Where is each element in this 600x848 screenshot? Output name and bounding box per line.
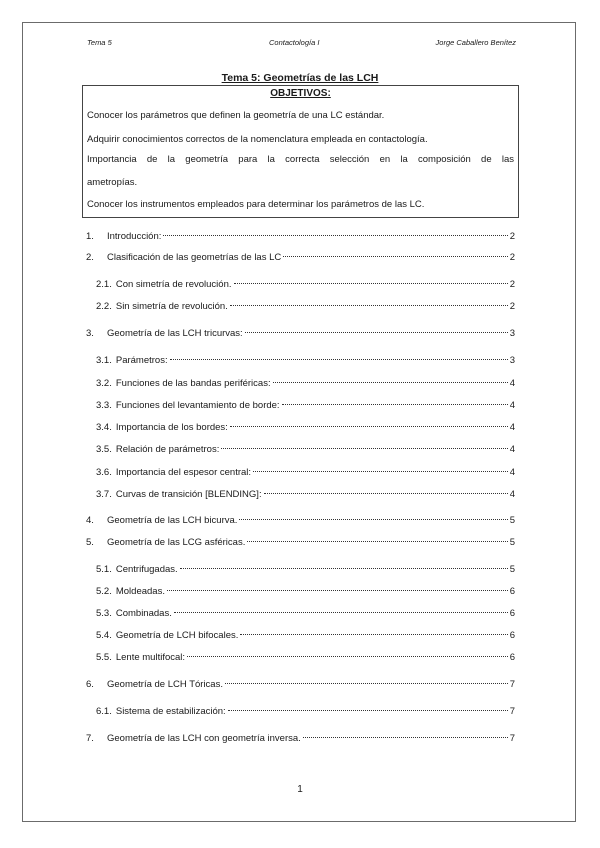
- toc-leader: [170, 359, 508, 360]
- toc-entry[interactable]: [96, 466, 515, 480]
- toc-entry[interactable]: [96, 607, 515, 621]
- toc-page: 4: [509, 489, 515, 500]
- toc-page: 5: [509, 564, 515, 575]
- toc-leader: [283, 256, 507, 257]
- objective-item: ametropías.: [87, 177, 138, 188]
- toc-leader: [221, 448, 507, 449]
- toc-leader: [245, 332, 508, 333]
- toc-page: 4: [509, 444, 515, 455]
- toc-leader: [228, 710, 508, 711]
- toc-page: 7: [509, 733, 515, 744]
- toc-page: 3: [509, 328, 515, 339]
- toc-number: 3.7.: [96, 489, 112, 500]
- toc-number: 1.: [86, 231, 94, 242]
- toc-label: Geometría de las LCH con geometría inversa.: [107, 733, 301, 744]
- header-right: Jorge Caballero Benítez: [435, 38, 516, 47]
- toc-entry[interactable]: [96, 278, 515, 292]
- toc-label: Moldeadas.: [115, 586, 165, 597]
- toc-number: 7.: [86, 733, 94, 744]
- toc-entry[interactable]: [86, 251, 515, 265]
- toc-entry[interactable]: [96, 651, 515, 665]
- objectives-heading: OBJETIVOS:: [270, 88, 331, 99]
- toc-entry[interactable]: [86, 732, 515, 746]
- toc-number: 2.2.: [96, 301, 112, 312]
- toc-label: Sistema de estabilización:: [115, 706, 226, 717]
- toc-page: 4: [509, 400, 515, 411]
- toc-number: 3.: [86, 328, 94, 339]
- toc-label: Funciones del levantamiento de borde:: [115, 400, 280, 411]
- toc-number: 5.: [86, 537, 94, 548]
- toc-label: Clasificación de las geometrías de las LC: [107, 252, 282, 263]
- toc-page: 6: [509, 586, 515, 597]
- toc-leader: [239, 519, 507, 520]
- toc-label: Geometría de las LCG asféricas.: [107, 537, 246, 548]
- toc-number: 3.5.: [96, 444, 112, 455]
- toc-page: 7: [509, 706, 515, 717]
- toc-leader: [264, 493, 508, 494]
- toc-label: Importancia del espesor central:: [115, 467, 252, 478]
- toc-leader: [187, 656, 508, 657]
- toc-number: 6.1.: [96, 706, 112, 717]
- toc-label: Geometría de las LCH tricurvas:: [107, 328, 243, 339]
- toc-label: Lente multifocal:: [115, 652, 186, 663]
- toc-page: 5: [509, 537, 515, 548]
- toc-page: 4: [509, 422, 515, 433]
- toc-leader: [253, 471, 508, 472]
- toc-entry[interactable]: [86, 327, 515, 341]
- toc-entry[interactable]: [96, 705, 515, 719]
- toc-number: 4.: [86, 515, 94, 526]
- toc-label: Parámetros:: [115, 355, 168, 366]
- toc-number: 5.1.: [96, 564, 112, 575]
- toc-number: 3.1.: [96, 355, 112, 366]
- objective-item: Conocer los instrumentos empleados para determinar los parámetros de las LC.: [87, 199, 425, 210]
- toc-leader: [303, 737, 508, 738]
- toc-leader: [240, 634, 507, 635]
- toc-entry[interactable]: [96, 300, 515, 314]
- toc-label: Combinadas.: [115, 608, 172, 619]
- toc-page: 7: [509, 679, 515, 690]
- toc-entry[interactable]: [86, 678, 515, 692]
- toc-leader: [230, 426, 508, 427]
- objective-item: Conocer los parámetros que definen la geometría de una LC estándar.: [87, 110, 385, 121]
- toc-leader: [230, 305, 508, 306]
- toc-page: 6: [509, 608, 515, 619]
- page-number: 1: [297, 784, 303, 795]
- toc-page: 2: [509, 231, 515, 242]
- toc-number: 3.6.: [96, 467, 112, 478]
- toc-page: 2: [509, 252, 515, 263]
- objective-item: Adquirir conocimientos correctos de la nomenclatura empleada en contactología.: [87, 134, 428, 145]
- toc-label: Geometría de las LCH bicurva.: [107, 515, 238, 526]
- header-left: Tema 5: [87, 38, 112, 47]
- toc-leader: [174, 612, 508, 613]
- toc-entry[interactable]: [96, 377, 515, 391]
- toc-entry[interactable]: [96, 443, 515, 457]
- toc-label: Relación de parámetros:: [115, 444, 220, 455]
- toc-number: 5.4.: [96, 630, 112, 641]
- toc-label: Importancia de los bordes:: [115, 422, 228, 433]
- toc-entry[interactable]: [86, 514, 515, 528]
- toc-entry[interactable]: [96, 421, 515, 435]
- toc-leader: [234, 283, 508, 284]
- toc-number: 5.2.: [96, 586, 112, 597]
- toc-entry[interactable]: [96, 354, 515, 368]
- toc-label: Funciones de las bandas periféricas:: [115, 378, 271, 389]
- toc-label: Introducción:: [107, 231, 162, 242]
- toc-number: 2.: [86, 252, 94, 263]
- objective-item: Importancia de la geometría para la correcta selección en la composición de las: [87, 154, 514, 165]
- toc-number: 3.2.: [96, 378, 112, 389]
- toc-leader: [163, 235, 507, 236]
- toc-entry[interactable]: [96, 399, 515, 413]
- toc-page: 6: [509, 652, 515, 663]
- toc-page: 5: [509, 515, 515, 526]
- toc-entry[interactable]: [96, 629, 515, 643]
- toc-label: Geometría de LCH Tóricas.: [107, 679, 223, 690]
- toc-page: 6: [509, 630, 515, 641]
- toc-label: Sin simetría de revolución.: [115, 301, 228, 312]
- toc-page: 4: [509, 378, 515, 389]
- toc-number: 5.3.: [96, 608, 112, 619]
- toc-number: 6.: [86, 679, 94, 690]
- toc-page: 2: [509, 279, 515, 290]
- toc-leader: [180, 568, 508, 569]
- toc-label: Centrifugadas.: [115, 564, 178, 575]
- toc-label: Curvas de transición [BLENDING]:: [115, 489, 262, 500]
- toc-number: 3.3.: [96, 400, 112, 411]
- toc-entry[interactable]: [86, 230, 515, 244]
- toc-leader: [282, 404, 508, 405]
- document-title: Tema 5: Geometrías de las LCH: [221, 72, 379, 84]
- header-center: Contactología I: [269, 38, 320, 47]
- toc-leader: [167, 590, 508, 591]
- toc-leader: [273, 382, 508, 383]
- toc-leader: [225, 683, 508, 684]
- toc-number: 2.1.: [96, 279, 112, 290]
- toc-entry[interactable]: [86, 536, 515, 550]
- toc-label: Con simetría de revolución.: [115, 279, 232, 290]
- toc-number: 3.4.: [96, 422, 112, 433]
- toc-page: 4: [509, 467, 515, 478]
- toc-label: Geometría de LCH bifocales.: [115, 630, 239, 641]
- toc-page: 3: [509, 355, 515, 366]
- toc-entry[interactable]: [96, 563, 515, 577]
- toc-entry[interactable]: [96, 585, 515, 599]
- toc-page: 2: [509, 301, 515, 312]
- toc-number: 5.5.: [96, 652, 112, 663]
- toc-leader: [247, 541, 507, 542]
- toc-entry[interactable]: [96, 488, 515, 502]
